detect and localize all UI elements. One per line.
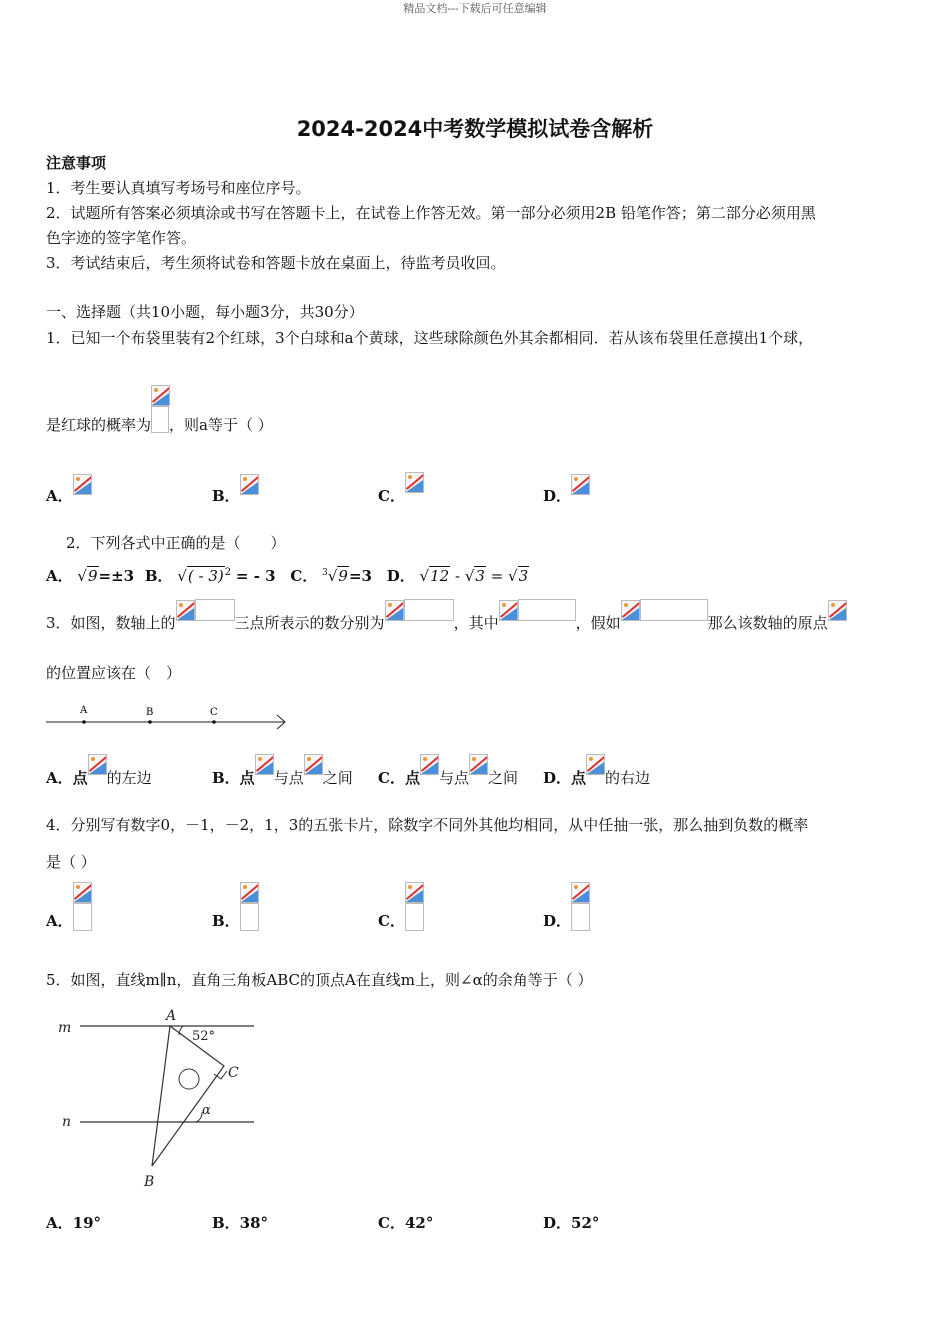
missing-image-icon <box>240 882 259 903</box>
q3-option-b[interactable]: B．点 与点 之间 <box>212 752 353 775</box>
label-a: A <box>80 705 88 716</box>
q4-option-d[interactable]: D． <box>543 882 590 931</box>
missing-image-icon <box>73 882 92 903</box>
notice-item-3: 3．考试结束后，考生须将试卷和答题卡放在桌面上，待监考员收回。 <box>46 254 506 272</box>
page-header: 精品文档---下载后可任意编辑 <box>403 2 547 15</box>
notice-item-2-cont: 色字迹的签字笔作答。 <box>46 229 197 247</box>
missing-image-icon <box>73 474 92 495</box>
page-title: 2024-2024中考数学模拟试卷含解析 <box>296 117 654 141</box>
missing-image-icon <box>586 754 605 775</box>
q3-stem: 3．如图，数轴上的 三点所表示的数分别为 ，其中 ，假如 那么该数轴的原点 <box>46 598 847 621</box>
q1-option-b[interactable]: B． <box>212 472 259 495</box>
missing-image-icon <box>385 600 404 621</box>
label-a: A <box>166 1008 177 1024</box>
q3-option-a[interactable]: A．点 的左边 <box>46 752 152 775</box>
missing-image-icon <box>499 600 518 621</box>
section-heading: 一、选择题（共10小题，每小题3分，共30分） <box>46 303 364 321</box>
q2-stem: 2．下列各式中正确的是（ ） <box>66 534 286 552</box>
fraction-image-box <box>571 903 590 931</box>
q3-option-d[interactable]: D．点 的右边 <box>543 752 650 775</box>
image-box <box>195 599 235 621</box>
q5-stem: 5．如图，直线m∥n，直角三角板ABC的顶点A在直线m上，则∠α的余角等于（ ） <box>46 971 593 989</box>
missing-image-icon <box>571 474 590 495</box>
label-b: B <box>146 707 154 718</box>
number-line-figure <box>44 700 294 734</box>
q4-stem-line2: 是（ ） <box>46 853 96 871</box>
q4-option-c[interactable]: C． <box>378 882 424 931</box>
missing-image-icon <box>420 754 439 775</box>
q1-stem-line2 <box>46 385 273 433</box>
q3-stem-line2: 的位置应该在（ ） <box>46 664 182 682</box>
point-c <box>212 720 216 724</box>
missing-image-icon <box>469 754 488 775</box>
q1-option-a[interactable]: A． <box>46 472 92 495</box>
missing-image-icon <box>405 882 424 903</box>
q5-option-c[interactable]: C．42° <box>378 1214 434 1232</box>
q1-option-c[interactable]: C． <box>378 470 424 493</box>
label-c: C <box>228 1065 239 1081</box>
image-box <box>518 599 576 621</box>
label-n: n <box>62 1114 72 1130</box>
notice-heading: 注意事项 <box>46 154 107 172</box>
q4-option-a[interactable]: A． <box>46 882 92 931</box>
fraction-image-box <box>73 903 92 931</box>
q2-option-c[interactable]: C． $^3$√9=3 <box>290 567 372 585</box>
missing-image-icon <box>255 754 274 775</box>
notice-item-2: 2．试题所有答案必须填涂或书写在答题卡上，在试卷上作答无效。第一部分必须用2B 铅笔作答；第二部分必须用黑 <box>46 204 816 222</box>
q1-option-d[interactable]: D． <box>543 472 590 495</box>
q3-option-c[interactable]: C．点 与点 之间 <box>378 752 518 775</box>
q4-option-b[interactable]: B． <box>212 882 259 931</box>
triangle-figure <box>52 1004 272 1194</box>
missing-image-icon <box>240 474 259 495</box>
point-a <box>82 720 86 724</box>
q1-stem: 1．已知一个布袋里装有2个红球，3个白球和a个黄球，这些球除颜色外其余都相同．若从该布袋里任意摸出1个球， <box>46 329 814 347</box>
q5-option-a[interactable]: A．19° <box>46 1214 102 1232</box>
notice-item-1: 1．考生要认真填写考场号和座位序号。 <box>46 179 311 197</box>
q2-options <box>46 565 529 586</box>
fraction-image-box <box>151 406 169 433</box>
image-box <box>640 599 708 621</box>
triangle-hole <box>179 1069 199 1089</box>
missing-image-icon <box>88 754 107 775</box>
point-b <box>148 720 152 724</box>
missing-image-icon <box>176 600 195 621</box>
missing-image-icon <box>405 472 424 493</box>
q5-option-b[interactable]: B．38° <box>212 1214 269 1232</box>
label-angle-52: 52° <box>192 1029 216 1044</box>
missing-image-icon <box>304 754 323 775</box>
triangle-abc <box>152 1026 224 1166</box>
label-b: B <box>144 1174 155 1190</box>
missing-image-icon <box>621 600 640 621</box>
q2-option-d[interactable]: D． √12 - √3 = √3 <box>386 567 529 585</box>
missing-image-icon <box>151 385 170 406</box>
q5-option-d[interactable]: D．52° <box>543 1214 600 1232</box>
fraction-image-box <box>405 903 424 931</box>
missing-image-icon <box>571 882 590 903</box>
q2-option-b[interactable]: B． √( - 3)$^2$ = - 3 <box>144 567 276 585</box>
fraction-image-box <box>240 903 259 931</box>
q2-option-a[interactable]: A． √9=±3 <box>46 567 135 585</box>
label-c: C <box>210 707 218 718</box>
q4-stem: 4．分别写有数字0，－1，－2，1，3的五张卡片，除数字不同外其他均相同，从中任抽一张，那么抽到负数的概率 <box>46 816 809 834</box>
q1-text-b: ，则a等于（ ） <box>169 416 273 434</box>
q1-text-a: 是红球的概率为 <box>46 416 152 434</box>
label-m: m <box>58 1020 72 1036</box>
image-box <box>404 599 454 621</box>
missing-image-icon <box>828 600 847 621</box>
label-alpha: α <box>202 1103 211 1118</box>
